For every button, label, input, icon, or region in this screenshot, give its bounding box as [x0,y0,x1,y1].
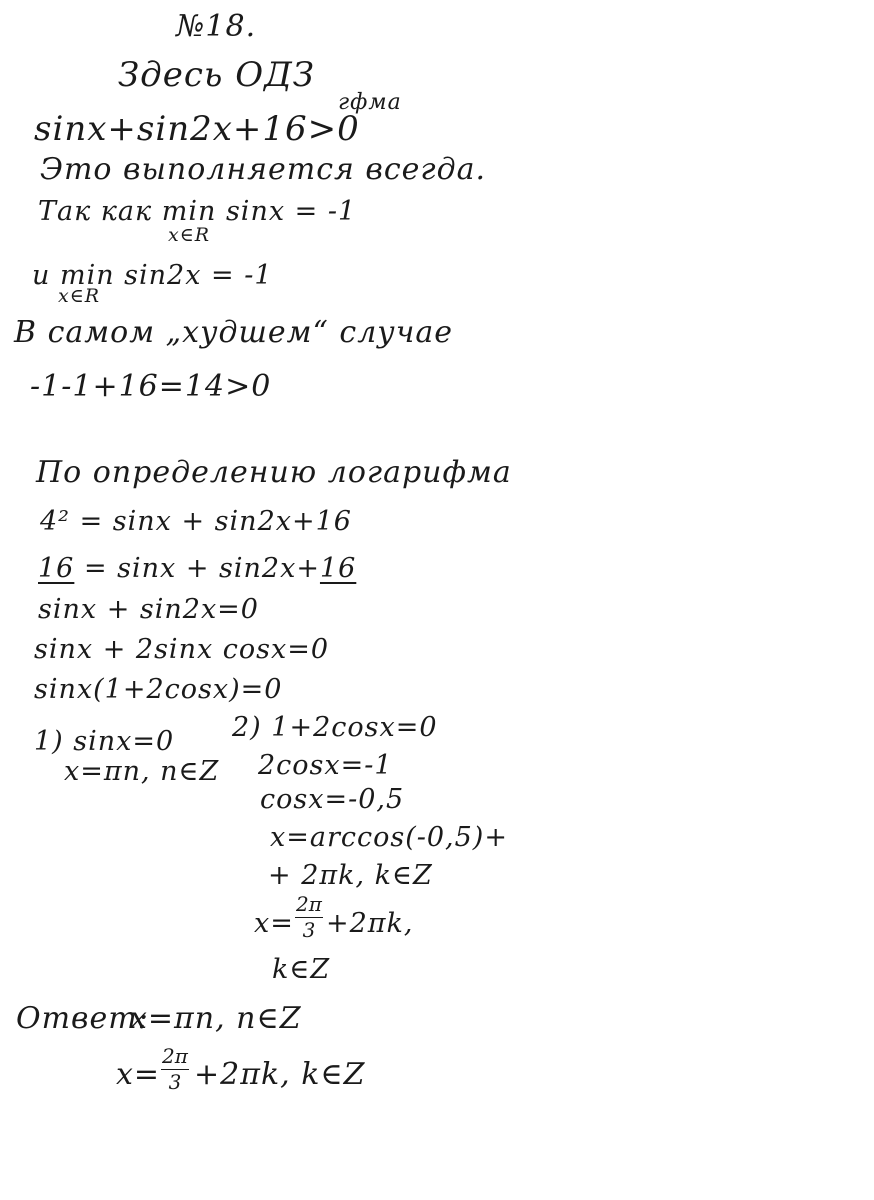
step-3: sinx + sin2x=0 [38,594,259,625]
answer-line-2-tail: +2πk, k∈Z [194,1057,366,1092]
worst-case-calc: -1-1+16=14>0 [30,369,272,404]
case-2-tail: +2πk, [326,908,414,939]
always-true-text: Это выполняется всегда. [40,152,487,187]
case-2-x-equals: x= [254,908,294,939]
since-subscript: x∈R [168,224,211,246]
case-2-k-in-z: k∈Z [272,954,331,985]
case-1-result: x=πn, n∈Z [64,756,220,787]
case-2-fraction [294,894,324,940]
stray-note: гфма [338,90,402,115]
case-2-head: 2) 1+2cosx=0 [232,712,438,743]
case-2-fraction-numerator: 2π [296,892,322,916]
cancelled-16-right: 16 [319,553,357,584]
step-4: sinx + 2sinx cosx=0 [34,634,330,665]
case-1-head: 1) sinx=0 [34,726,175,757]
and-min-sin2x: и min sin2x = -1 [32,260,273,291]
answer-line-1: x=πn, n∈Z [130,1001,302,1036]
worst-case-text: В самом „худшем“ случае [14,315,454,350]
answer-fraction [160,1046,190,1092]
cancelled-16-left: 16 [38,553,75,584]
answer-fraction-numerator: 2π [162,1044,188,1068]
and-subscript: x∈R [58,285,101,307]
answer-label: Ответ: [16,1001,149,1036]
case-2-step-3: x=arccos(-0,5)+ [270,822,508,853]
step-2 [38,555,356,582]
odz-title: Здесь ОДЗ [118,55,315,95]
odz-inequality: sinx+sin2x+16>0 [34,109,360,149]
step-2-middle: = sinx + sin2x+ [74,553,320,584]
answer-fraction-denominator: 3 [168,1070,182,1094]
case-2-fraction-denominator: 3 [302,918,316,942]
problem-number: №18. [176,9,257,44]
answer-x-equals: x= [116,1057,161,1092]
case-2-step-2: cosx=-0,5 [260,784,405,815]
case-2-step-4: + 2πk, k∈Z [268,860,433,891]
by-definition-text: По определению логарифма [36,455,512,490]
step-5: sinx(1+2cosx)=0 [34,674,283,705]
case-2-step-1: 2cosx=-1 [258,750,393,781]
step-1: 4² = sinx + sin2x+16 [40,506,352,537]
since-min-sinx: Так как min sinx = -1 [38,196,357,227]
